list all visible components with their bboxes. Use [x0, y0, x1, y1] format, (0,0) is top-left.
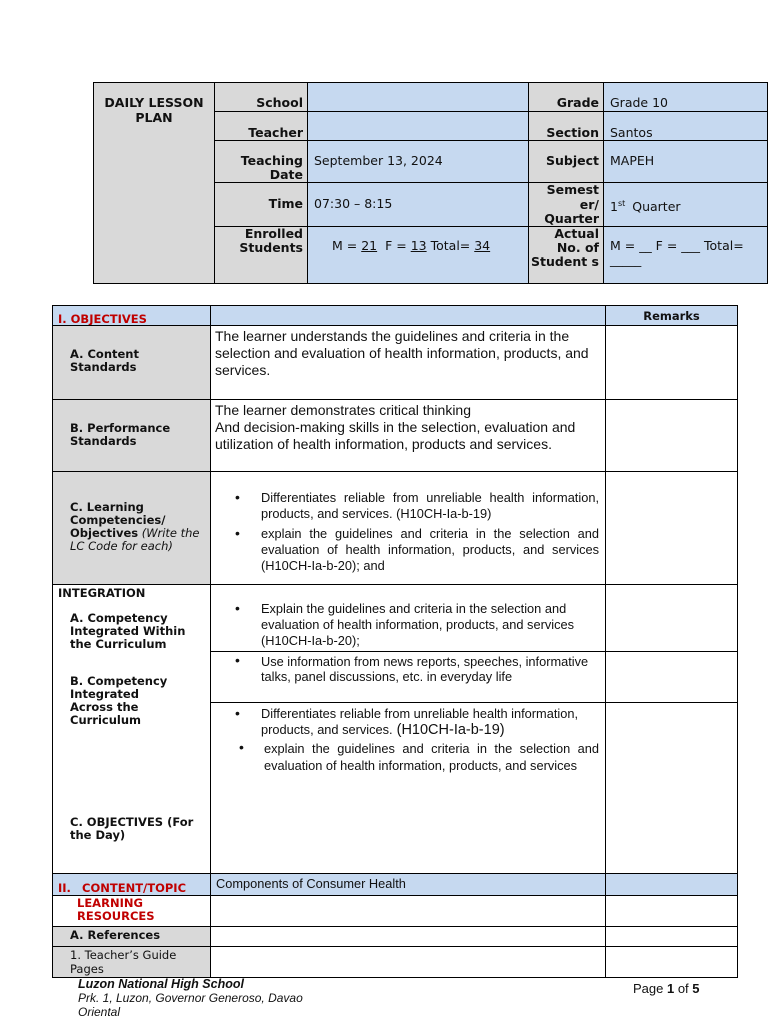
- competencies-remarks[interactable]: [605, 471, 738, 585]
- bullet-icon: •: [235, 489, 240, 505]
- teacher-label: Teacher: [214, 111, 308, 141]
- enrolled-total-value: 34: [474, 238, 491, 253]
- across-list: [211, 654, 599, 684]
- across-text: Use information from news reports, speeches, informative talks, panel discussions, etc. in everyday life: [261, 654, 589, 684]
- performance-standards-text: The learner demonstrates critical thinking And decision-making skills in the selection, evaluation and utilization of health information, products and services.: [210, 399, 606, 472]
- content-topic-number: II.: [58, 881, 71, 895]
- page-prefix: Page: [633, 981, 667, 996]
- teacher-field[interactable]: [307, 111, 529, 141]
- enrolled-field[interactable]: [307, 226, 529, 284]
- references-label: A. References: [52, 926, 211, 947]
- day-remarks[interactable]: [605, 702, 738, 874]
- page-of: of: [674, 981, 693, 996]
- list-item: [211, 706, 599, 738]
- actual-label: Actual No. of Student s: [528, 226, 604, 284]
- semester-field[interactable]: [603, 182, 768, 227]
- content-standards-remarks[interactable]: [605, 325, 738, 400]
- list-item: [211, 740, 599, 774]
- remarks-heading: Remarks: [605, 305, 738, 326]
- bullet-icon: •: [239, 739, 244, 755]
- learning-resources-value[interactable]: [210, 895, 606, 927]
- within-curriculum-label: A. Competency Integrated Within the Curriculum: [70, 611, 186, 651]
- enrolled-label: Enrolled Students: [214, 226, 308, 284]
- grade-label: Grade: [528, 82, 604, 112]
- dlp-title-cell: [93, 82, 215, 284]
- performance-standards-remarks[interactable]: [605, 399, 738, 472]
- objectives-heading-blank: [210, 305, 606, 326]
- across-remarks[interactable]: [605, 651, 738, 703]
- bullet-icon: •: [235, 600, 240, 616]
- learning-resources-remarks[interactable]: [605, 895, 738, 927]
- content-standards-label: A. Content Standards: [52, 325, 211, 400]
- section-label: Section: [528, 111, 604, 141]
- integration-label-cell: [52, 584, 211, 874]
- dlp-title: DAILY LESSON PLAN: [104, 95, 204, 125]
- within-text: Explain the guidelines and criteria in the selection and evaluation of health information, products, and services (H10CH-Ia-b-20);: [261, 601, 574, 648]
- content-topic-heading: CONTENT/TOPIC: [82, 881, 187, 895]
- teaching-date-field[interactable]: September 13, 2024: [307, 140, 529, 183]
- page-current: 1: [666, 981, 675, 996]
- subject-field[interactable]: MAPEH: [603, 140, 768, 183]
- time-label: Time: [214, 182, 308, 227]
- page-total: 5: [692, 981, 700, 996]
- teaching-date-label: Teaching Date: [214, 140, 308, 183]
- time-field[interactable]: 07:30 – 8:15: [307, 182, 529, 227]
- page-number: [633, 981, 700, 996]
- day-text-2: explain the guidelines and criteria in the selection and evaluation of health information, products, and services: [264, 741, 599, 773]
- school-field[interactable]: [307, 82, 529, 112]
- competency-text: Differentiates reliable from unreliable health information, products, and services. (H10CH-Ia-b-19): [261, 490, 599, 521]
- content-topic-text: Components of Consumer Health: [210, 873, 606, 896]
- teachers-guide-remarks[interactable]: [605, 946, 738, 978]
- competencies-label-cell: [52, 471, 211, 585]
- teachers-guide-value[interactable]: [210, 946, 606, 978]
- within-remarks[interactable]: [605, 584, 738, 652]
- school-label: School: [214, 82, 308, 112]
- list-item: [211, 526, 599, 574]
- objectives-heading-cell: [52, 305, 211, 326]
- subject-label: Subject: [528, 140, 604, 183]
- semester-number: 1: [610, 199, 618, 215]
- bullet-icon: •: [235, 652, 240, 668]
- semester-ordinal: st: [617, 199, 626, 208]
- competencies-list-cell: [210, 471, 606, 585]
- bullet-icon: •: [235, 705, 240, 721]
- enrolled-m-value: 21: [361, 238, 378, 253]
- list-item: [211, 490, 599, 522]
- bullet-icon: •: [235, 525, 240, 541]
- content-topic-heading-cell: [52, 873, 211, 896]
- references-value[interactable]: [210, 926, 606, 947]
- performance-standards-label: B. Performance Standards: [52, 399, 211, 472]
- section-field[interactable]: Santos: [603, 111, 768, 141]
- list-item: [211, 654, 599, 684]
- across-list-cell: [210, 651, 606, 703]
- within-list-cell: [210, 584, 606, 652]
- footer-address: Prk. 1, Luzon, Governor Generoso, Davao Oriental: [78, 991, 303, 1019]
- objectives-heading: I. OBJECTIVES: [58, 312, 147, 326]
- references-remarks[interactable]: [605, 926, 738, 947]
- day-list: [211, 706, 599, 774]
- enrolled-total-label: Total=: [430, 238, 475, 253]
- across-curriculum-label: B. Competency Integrated Across the Curriculum: [70, 674, 168, 727]
- day-objectives-label: C. OBJECTIVES (For the Day): [70, 815, 194, 842]
- footer-school: Luzon National High School: [78, 977, 244, 991]
- enrolled-f-label: F =: [385, 238, 411, 253]
- day-text-1-code: (H10CH-Ia-b-19): [392, 722, 505, 738]
- competency-text: explain the guidelines and criteria in the selection and evaluation of health information, products, and services (H10CH-Ia-b-20); and: [261, 526, 599, 573]
- within-list: [211, 601, 599, 649]
- teachers-guide-label: 1. Teacher’s Guide Pages: [52, 946, 211, 978]
- learning-resources-label: LEARNING RESOURCES: [52, 895, 211, 927]
- competencies-note: (Write the LC Code for each): [70, 526, 200, 553]
- integration-heading: INTEGRATION: [58, 586, 146, 600]
- day-list-cell: [210, 702, 606, 874]
- enrolled-f-value: 13: [410, 238, 427, 253]
- competencies-label: C. Learning Competencies/ Objectives: [70, 500, 166, 540]
- content-topic-remarks[interactable]: [605, 873, 738, 896]
- list-item: [211, 601, 599, 649]
- actual-field[interactable]: M = __ F = ___ Total= _____: [603, 226, 768, 284]
- competencies-list: [211, 490, 599, 574]
- semester-label: Semest er/ Quarter: [528, 182, 604, 227]
- enrolled-m-label: M =: [332, 238, 362, 253]
- content-standards-text: The learner understands the guidelines and criteria in the selection and evaluation of health information, products, and services.: [210, 325, 606, 400]
- day-text-1: Differentiates reliable from unreliable health information, products, and services.: [261, 706, 579, 737]
- grade-field[interactable]: Grade 10: [603, 82, 768, 112]
- semester-quarter: Quarter: [632, 199, 681, 215]
